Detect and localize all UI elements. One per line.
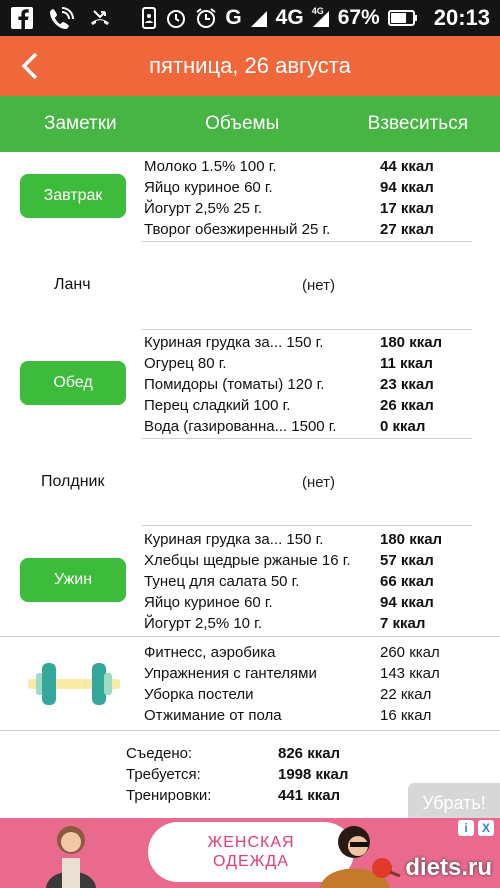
dumbbell-icon[interactable] <box>28 659 120 714</box>
food-kcal: 180 ккал <box>380 334 443 351</box>
date-header <box>0 36 500 96</box>
action-tabs <box>0 96 500 152</box>
food-item[interactable]: Йогурт 2,5% 10 г. <box>144 615 262 632</box>
food-item[interactable]: Творог обезжиренный 25 г. <box>144 221 331 238</box>
food-item[interactable]: Куриная грудка за... 150 г. <box>144 531 324 548</box>
ad-model2-image <box>312 818 408 888</box>
exercise-kcal: 143 ккал <box>380 665 440 682</box>
exercise-kcal: 22 ккал <box>380 686 432 703</box>
divider <box>142 329 472 330</box>
network-label-4g: 4G <box>275 6 304 29</box>
eaten-label: Съедено: <box>126 745 193 762</box>
workouts-label: Тренировки: <box>126 787 212 804</box>
food-item[interactable]: Йогурт 2,5% 25 г. <box>144 200 262 217</box>
food-kcal: 180 ккал <box>380 531 443 548</box>
clock: 20:13 <box>433 5 490 30</box>
watermark: diets.ru <box>405 854 492 881</box>
section-divider <box>0 730 500 731</box>
battery-icon <box>388 9 418 27</box>
food-item[interactable]: Вода (газированна... 1500 г. <box>144 418 337 435</box>
breakfast-button[interactable]: Завтрак <box>20 174 126 218</box>
signal-4g-badge: 4G <box>311 6 324 16</box>
food-item[interactable]: Помидоры (томаты) 120 г. <box>144 376 325 393</box>
exercise-kcal: 16 ккал <box>380 707 432 724</box>
missed-call-icon <box>88 6 112 30</box>
page-title[interactable]: пятница, 26 августа <box>149 53 351 78</box>
network-label: G <box>225 6 242 29</box>
food-kcal: 23 ккал <box>380 376 434 393</box>
exercise-item[interactable]: Отжимание от пола <box>144 707 282 724</box>
exercise-kcal: 260 ккал <box>380 644 440 661</box>
back-chevron-icon[interactable] <box>12 48 48 84</box>
food-item[interactable]: Куриная грудка за... 150 г. <box>144 334 324 351</box>
food-item[interactable]: Огурец 80 г. <box>144 355 227 372</box>
food-kcal: 7 ккал <box>380 615 426 632</box>
food-item[interactable]: Яйцо куриное 60 г. <box>144 594 273 611</box>
remove-ad-button[interactable]: Убрать! <box>408 783 500 823</box>
eaten-value: 826 ккал <box>278 745 341 762</box>
alarm-clock-icon <box>195 7 217 29</box>
divider <box>142 438 472 439</box>
ad-line-1: ЖЕНСКАЯ <box>207 834 295 851</box>
food-kcal: 17 ккал <box>380 200 434 217</box>
phone-wifi-icon <box>48 6 74 30</box>
food-kcal: 0 ккал <box>380 418 426 435</box>
tab-notes[interactable]: Заметки <box>44 113 117 134</box>
ad-close-icon[interactable]: X <box>478 820 494 836</box>
lunch-title[interactable]: Ланч <box>54 276 91 293</box>
section-divider <box>0 636 500 637</box>
required-value: 1998 ккал <box>278 766 349 783</box>
snack-empty: (нет) <box>302 474 335 491</box>
food-item[interactable]: Молоко 1.5% 100 г. <box>144 158 277 175</box>
snack-title[interactable]: Полдник <box>41 473 105 490</box>
ad-model-image <box>36 818 106 888</box>
food-item[interactable]: Хлебцы щедрые ржаные 16 г. <box>144 552 351 569</box>
ad-banner[interactable] <box>0 818 500 888</box>
dinner-day-button[interactable]: Обед <box>20 361 126 405</box>
exercise-item[interactable]: Уборка постели <box>144 686 254 703</box>
exercise-item[interactable]: Упражнения с гантелями <box>144 665 317 682</box>
exercise-item[interactable]: Фитнесс, аэробика <box>144 644 276 661</box>
supper-button[interactable]: Ужин <box>20 558 126 602</box>
ad-info-icon[interactable]: i <box>458 820 474 836</box>
food-item[interactable]: Яйцо куриное 60 г. <box>144 179 273 196</box>
food-kcal: 57 ккал <box>380 552 434 569</box>
food-kcal: 44 ккал <box>380 158 434 175</box>
workouts-value: 441 ккал <box>278 787 341 804</box>
food-kcal: 11 ккал <box>380 355 433 372</box>
food-kcal: 66 ккал <box>380 573 434 590</box>
food-kcal: 26 ккал <box>380 397 434 414</box>
status-bar <box>0 0 500 36</box>
ad-line-2: ОДЕЖДА <box>213 853 289 870</box>
signal-icon <box>250 8 268 28</box>
divider <box>142 241 472 242</box>
food-item[interactable]: Перец сладкий 100 г. <box>144 397 291 414</box>
battery-percent: 67% <box>337 6 380 29</box>
food-item[interactable]: Тунец для салата 50 г. <box>144 573 300 590</box>
divider <box>142 525 472 526</box>
facebook-icon <box>10 6 34 30</box>
food-kcal: 94 ккал <box>380 179 434 196</box>
food-kcal: 94 ккал <box>380 594 434 611</box>
signal-4g-icon <box>312 8 330 28</box>
tab-weigh[interactable]: Взвеситься <box>367 113 468 134</box>
tab-volumes[interactable]: Объемы <box>205 113 280 134</box>
food-kcal: 27 ккал <box>380 221 434 238</box>
alarm-icon <box>165 7 187 29</box>
required-label: Требуется: <box>126 766 201 783</box>
lunch-empty: (нет) <box>302 277 335 294</box>
person-icon <box>141 7 157 29</box>
